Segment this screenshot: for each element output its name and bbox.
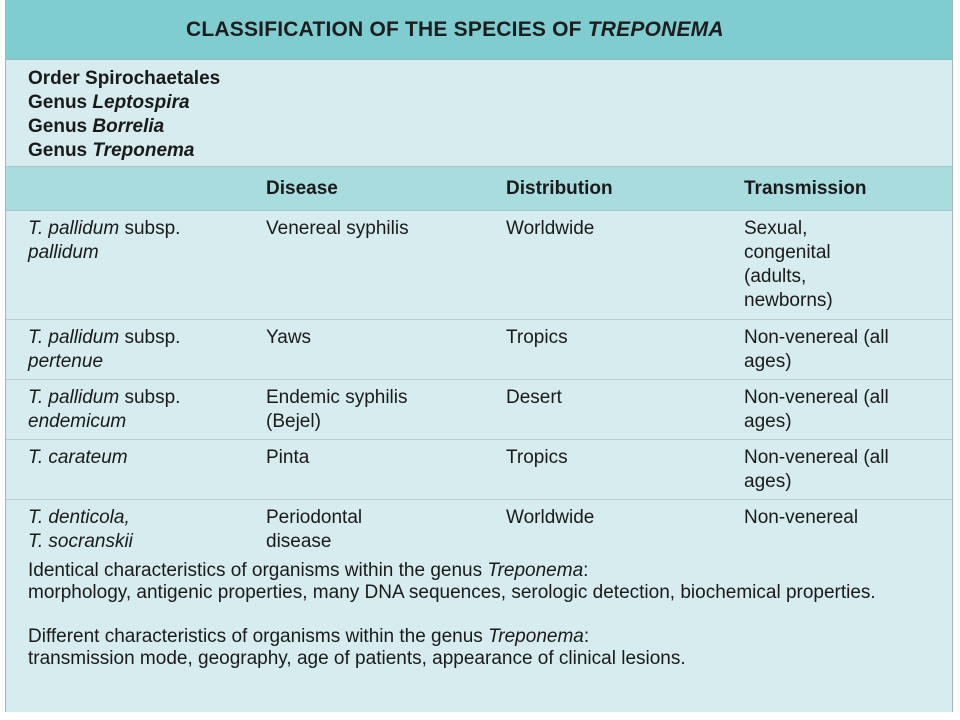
column-header-disease: Disease [266,177,338,199]
column-header-transmission: Transmission [744,177,867,199]
column-header-distribution: Distribution [506,177,613,199]
distribution-cell: Worldwide [506,218,595,239]
identical-characteristics-note: Identical characteristics of organisms within the genus Treponema: morphology, antigenic properties, many DNA sequences, serologic detection, biochemical properties. [28,560,876,603]
transmission-cell: Non-venereal (all ages) [744,327,889,372]
taxonomy-genus-leptospira: Genus Leptospira [28,92,190,113]
title-prefix: CLASSIFICATION OF THE SPECIES OF [186,17,588,41]
classification-table [5,0,953,712]
disease-cell: Venereal syphilis [266,218,409,239]
distribution-cell: Desert [506,387,562,408]
taxonomy-genus-borrelia: Genus Borrelia [28,116,165,137]
transmission-cell: Sexual, congenital (adults, newborns) [744,218,833,311]
species-cell: T. pallidum subsp. pertenue [28,327,181,372]
disease-cell: Yaws [266,327,312,348]
table-row [6,211,952,320]
taxonomy-block [6,60,952,166]
table-row [6,320,952,380]
column-header-row [6,166,952,211]
disease-cell: Periodontal disease [266,507,363,552]
distribution-cell: Worldwide [506,507,595,528]
title-bar [6,0,952,60]
table-title [186,18,724,42]
taxonomy-order: Order Spirochaetales [28,68,221,89]
table-row [6,440,952,500]
table-row [6,500,952,560]
title-genus: TREPONEMA [587,17,724,41]
species-cell: T. pallidum subsp. endemicum [28,387,181,432]
distribution-cell: Tropics [506,327,568,348]
distribution-cell: Tropics [506,447,568,468]
disease-cell: Endemic syphilis (Bejel) [266,387,408,432]
disease-cell: Pinta [266,447,310,468]
taxonomy-genus-treponema: Genus Treponema [28,140,195,161]
species-cell: T. carateum [28,447,128,468]
species-cell: T. pallidum subsp. pallidum [28,218,181,263]
transmission-cell: Non-venereal (all ages) [744,447,889,492]
transmission-cell: Non-venereal [744,507,859,528]
species-cell: T. denticola, T. socranskii [28,507,133,552]
notes-block [6,560,952,670]
table-row [6,380,952,440]
different-characteristics-note: Different characteristics of organisms within the genus Treponema: transmission mode, geography, age of patients, appearance of clinical lesions. [28,626,686,669]
transmission-cell: Non-venereal (all ages) [744,387,889,432]
